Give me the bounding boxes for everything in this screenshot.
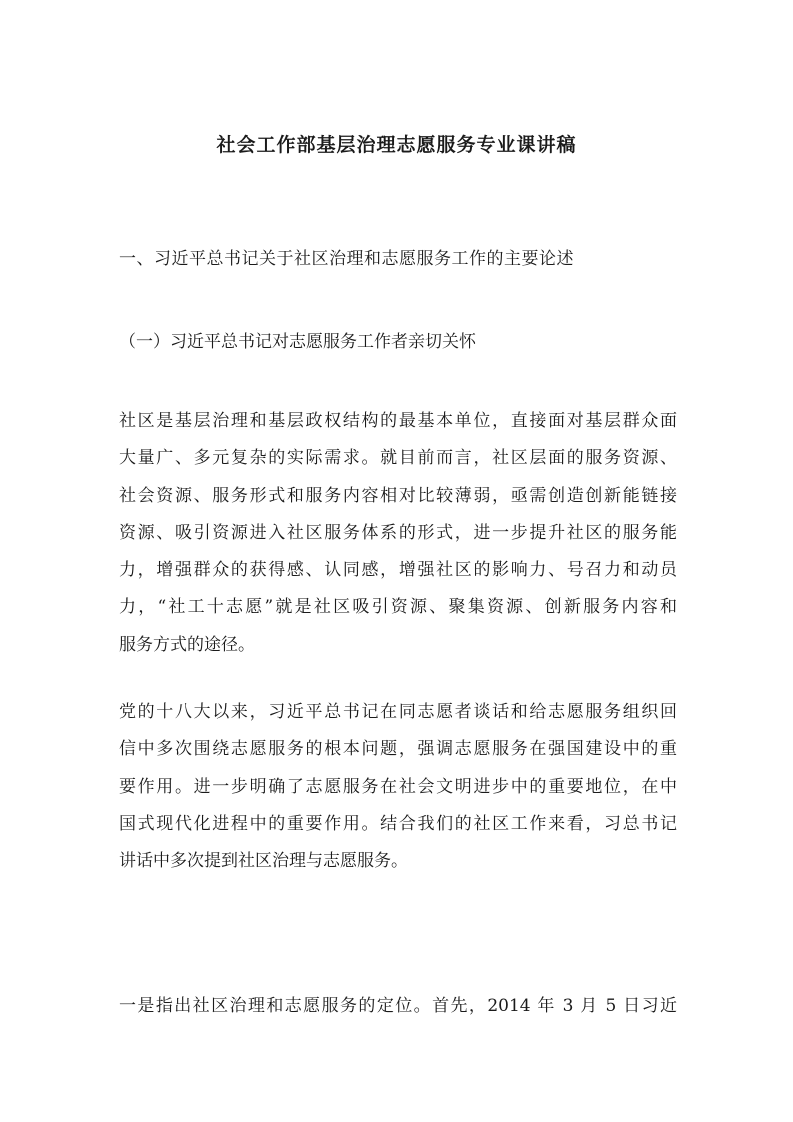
- paragraph-line: 大量广、多元复杂的实际需求。就目前而言，社区层面的服务资源、: [119, 448, 677, 469]
- paragraph-line: 资源、吸引资源进入社区服务体系的形式，进一步提升社区的服务能: [119, 522, 677, 543]
- paragraph-line: 讲话中多次提到社区治理与志愿服务。: [119, 851, 408, 872]
- paragraph-line: 社会资源、服务形式和服务内容相对比较薄弱，亟需创造创新能链接: [119, 485, 677, 506]
- paragraph-line: 要作用。进一步明确了志愿服务在社会文明进步中的重要地位，在中: [119, 776, 677, 797]
- paragraph-3: [119, 988, 677, 1025]
- paragraph-line: 力，“社工十志愿”就是社区吸引资源、聚集资源、创新服务内容和: [119, 597, 677, 618]
- paragraph-line: 一是指出社区治理和志愿服务的定位。首先，2014 年 3 月 5 日习近: [119, 996, 677, 1016]
- paragraph-line: 党的十八大以来，习近平总书记在同志愿者谈话和给志愿服务组织回: [119, 702, 677, 722]
- paragraph-line: 信中多次围绕志愿服务的根本问题，强调志愿服务在强国建设中的重: [119, 739, 677, 760]
- document-title: 社会工作部基层治理志愿服务专业课讲稿: [216, 134, 577, 156]
- paragraph-line: 力，增强群众的获得感、认同感，增强社区的影响力、号召力和动员: [119, 560, 677, 581]
- section-heading: 一、习近平总书记关于社区治理和志愿服务工作的主要论述: [119, 249, 574, 269]
- subsection-heading: （一）习近平总书记对志愿服务工作者亲切关怀: [119, 332, 476, 352]
- paragraph-line: 国式现代化进程中的重要作用。结合我们的社区工作来看，习总书记: [119, 813, 677, 834]
- paragraph-line: 社区是基层治理和基层政权结构的最基本单位，直接面对基层群众面: [119, 411, 677, 431]
- paragraph-1: [119, 403, 677, 664]
- paragraph-line: 服务方式的途径。: [119, 634, 255, 655]
- paragraph-2: [119, 694, 677, 880]
